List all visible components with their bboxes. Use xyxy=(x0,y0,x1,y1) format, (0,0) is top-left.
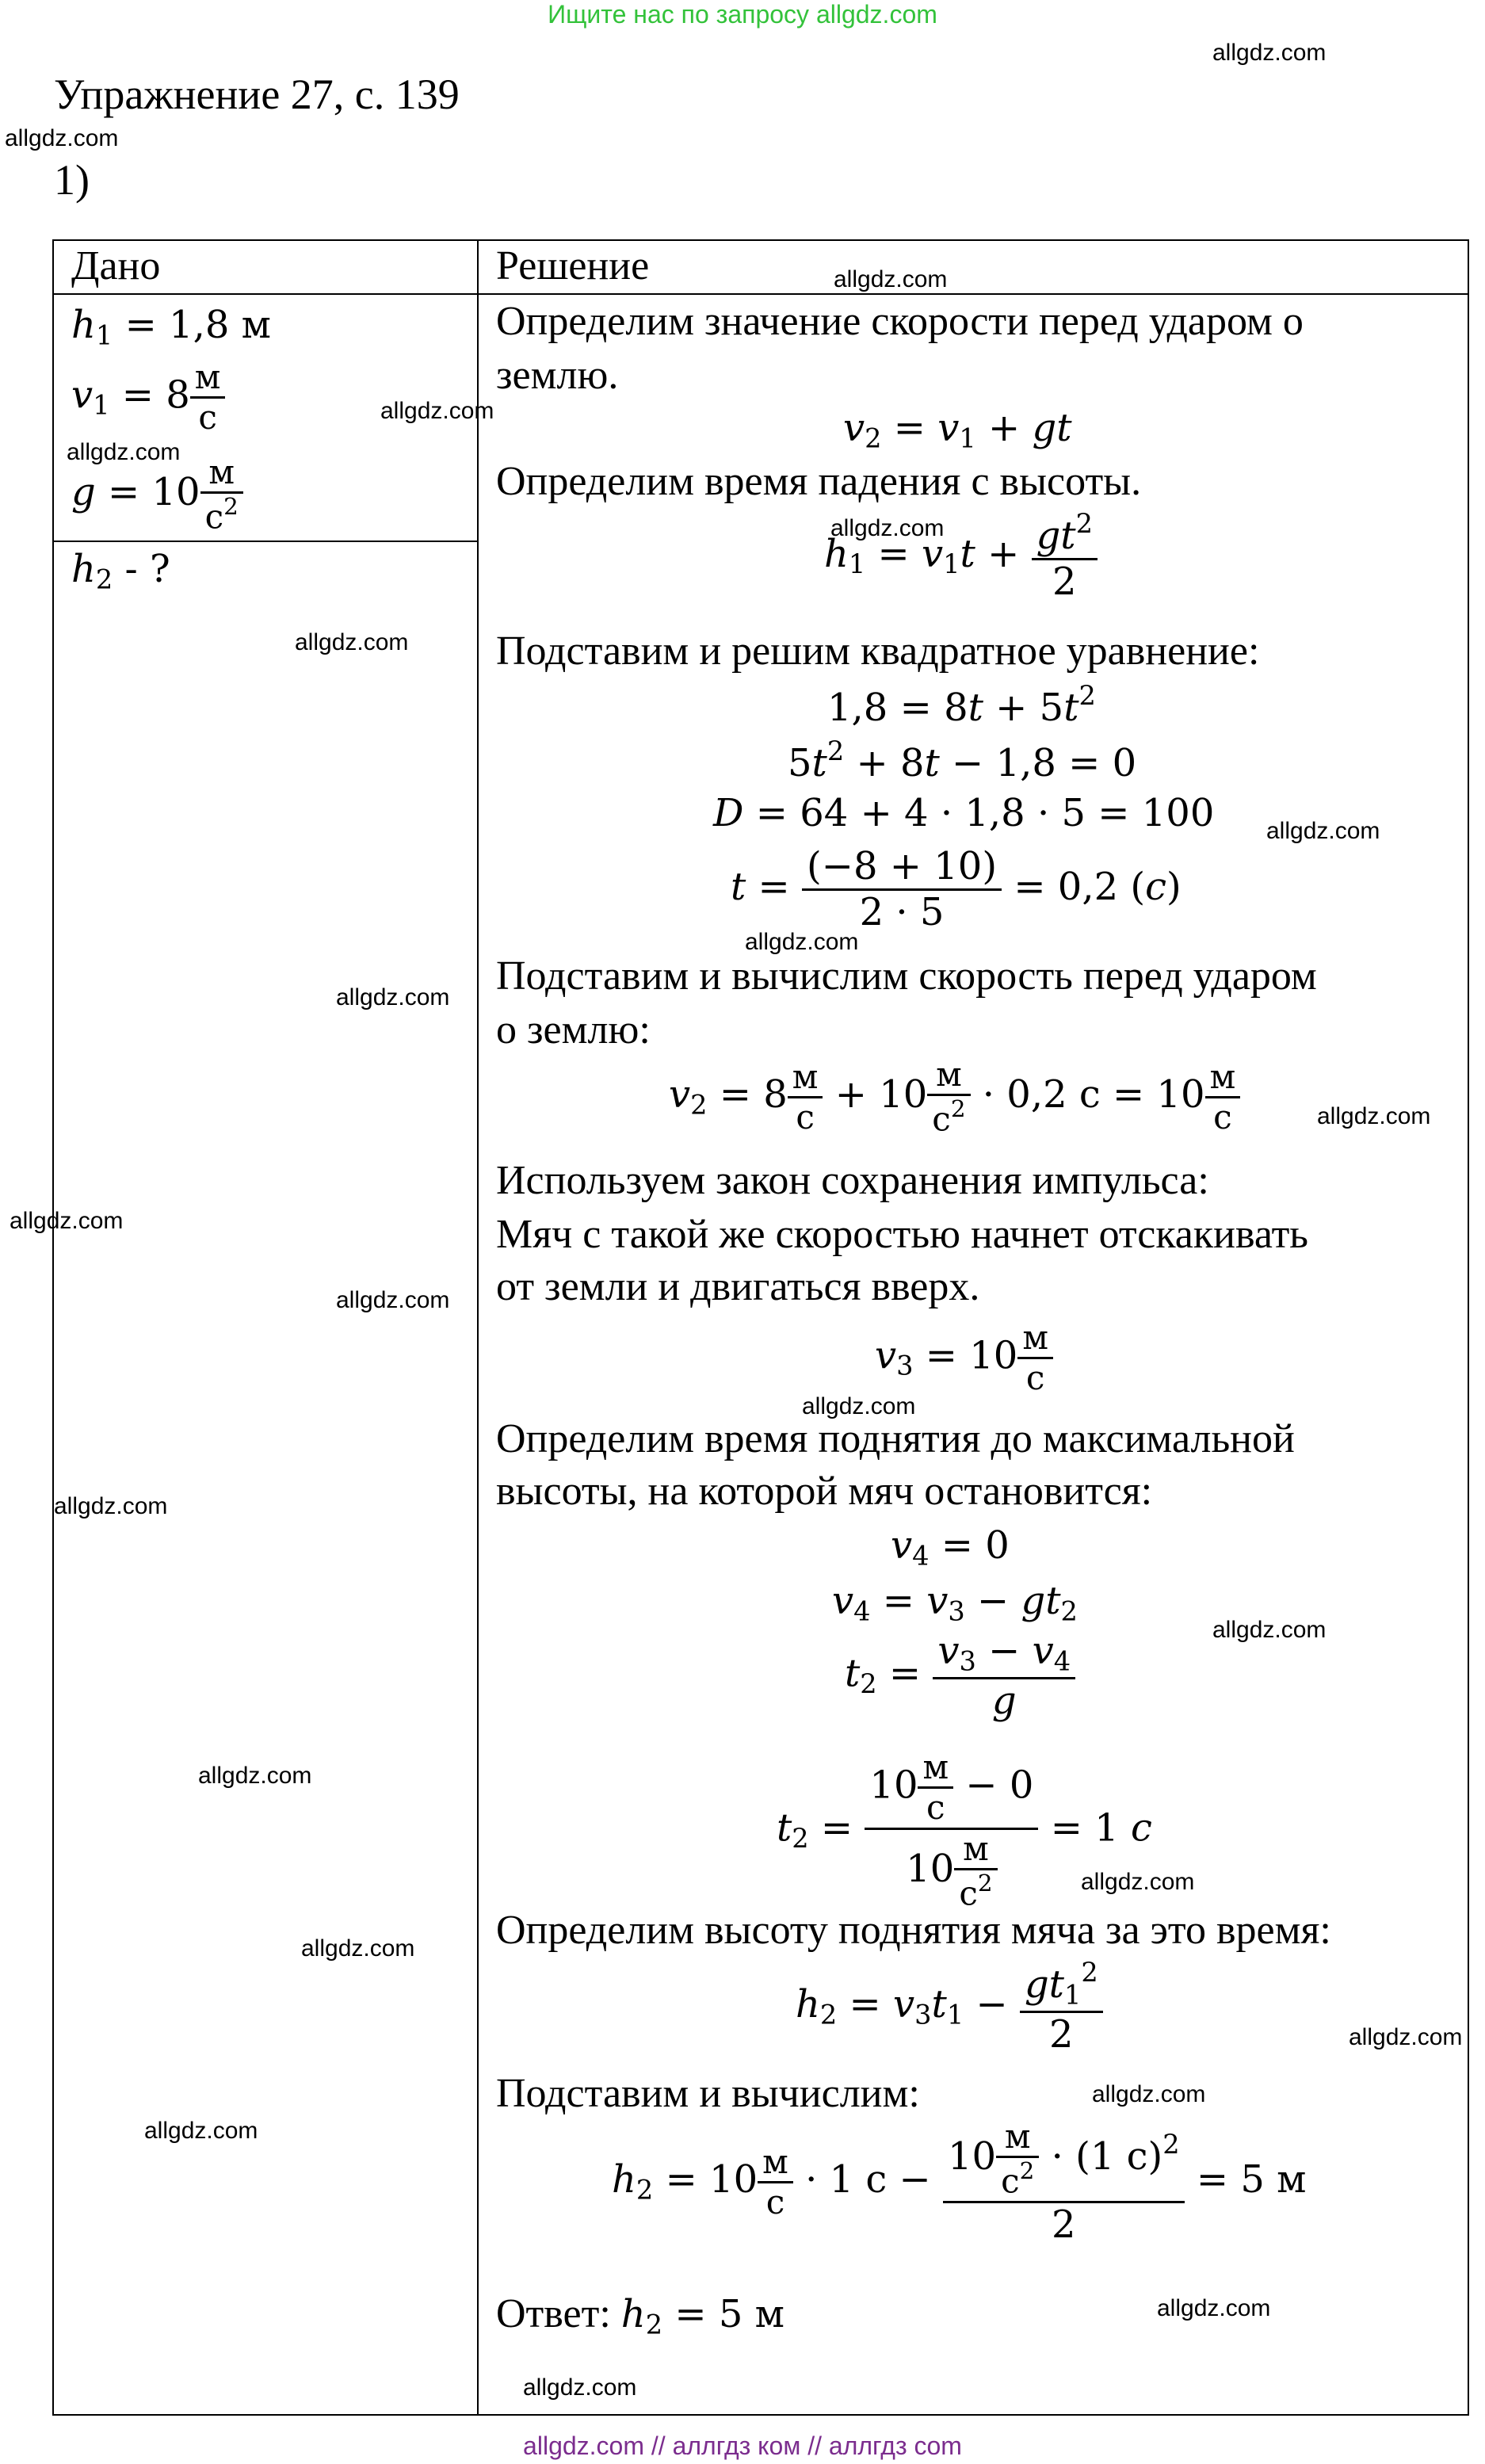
sol-text-9: Подставим и вычислим: xyxy=(496,2071,920,2116)
eq-quad-2: $5t^2 + 8t - 1,8 = 0$ xyxy=(788,735,1137,786)
watermark: allgdz.com xyxy=(295,629,409,655)
watermark: allgdz.com xyxy=(380,398,494,424)
exercise-title: Упражнение 27, с. 139 xyxy=(54,71,460,118)
answer: Ответ: $h_2 = 5$ м xyxy=(496,2291,784,2340)
watermark: allgdz.com xyxy=(198,1763,312,1789)
top-banner: Ищите нас по запросу allgdz.com xyxy=(548,0,937,29)
watermark: allgdz.com xyxy=(523,2374,637,2401)
sol-text-1b: землю. xyxy=(496,353,619,398)
watermark: allgdz.com xyxy=(1081,1869,1195,1895)
watermark: allgdz.com xyxy=(336,984,450,1010)
watermark: allgdz.com xyxy=(834,266,948,292)
eq-v4: $v_4 = v_3 - gt_2$ xyxy=(832,1579,1078,1627)
watermark: allgdz.com xyxy=(1317,1103,1431,1129)
watermark: allgdz.com xyxy=(10,1208,124,1234)
sol-text-4b: о землю: xyxy=(496,1007,651,1052)
eq-v4-zero: $v_4 = 0$ xyxy=(891,1523,1010,1572)
solution-cell xyxy=(478,294,1468,2415)
eq-t2-calc: $t_2$ = 10 $\frac{м}{с}$ − 0 10 $\frac{м}{с^2}$ = 1 c xyxy=(777,1748,1152,1913)
find-h2: $h_2$ - ? xyxy=(71,547,170,595)
watermark: allgdz.com xyxy=(1212,1617,1327,1643)
given-h1: $h_1 = 1,8$ м xyxy=(71,303,271,351)
sol-text-1: Определим значение скорости перед ударом о xyxy=(496,299,1304,344)
eq-v2-calc: $v_2 = 8$ $\frac{м}{с}$ + 10 $\frac{м}{с^2}$ · 0,2 с = 10 $\frac{м}{с}$ xyxy=(669,1056,1240,1139)
find-cell xyxy=(53,541,478,2415)
header-given: Дано xyxy=(53,240,478,294)
watermark: allgdz.com xyxy=(336,1287,450,1313)
eq-v2: $v_2 = v_1$ + gt xyxy=(843,406,1072,454)
sol-text-5: Используем закон сохранения импульса: xyxy=(496,1158,1209,1203)
watermark: allgdz.com xyxy=(830,515,945,541)
watermark: allgdz.com xyxy=(1092,2081,1206,2107)
watermark: allgdz.com xyxy=(1266,818,1380,844)
part-label: 1) xyxy=(54,156,90,204)
sol-text-6b: от земли и двигаться вверх. xyxy=(496,1264,980,1309)
eq-h2-formula: $h_2 = v_3t_1$ − $\frac{gt_1^2}{2}$ xyxy=(796,1958,1103,2057)
watermark: allgdz.com xyxy=(5,125,119,151)
watermark: allgdz.com xyxy=(802,1393,916,1419)
solution-table xyxy=(52,239,1469,2416)
sol-text-2: Определим время падения с высоты. xyxy=(496,459,1142,504)
eq-quad-1: $1,8 = 8t + 5t^2$ xyxy=(827,680,1096,731)
eq-t: t = $\frac{(-8 + 10)}{2 \cdot 5}$ = 0,2 (c) xyxy=(731,844,1182,935)
watermark: allgdz.com xyxy=(1349,2024,1463,2050)
sol-text-6: Мяч с такой же скоростью начнет отскакивать xyxy=(496,1212,1309,1257)
watermark: allgdz.com xyxy=(144,2118,258,2144)
header-solution: Решение xyxy=(478,240,1468,294)
given-g: g = 10 $\frac{м}{с^2}$ xyxy=(71,453,243,537)
eq-v3: $v_3 = 10$ $\frac{м}{с}$ xyxy=(875,1319,1053,1398)
eq-h2-calc: $h_2 = 10$ $\frac{м}{с}$ · 1 с − 10 $\frac{м}{с^2}$ · (1 с)$^2$ 2 = 5 м xyxy=(612,2117,1307,2248)
sol-text-8: Определим высоту поднятия мяча за это время: xyxy=(496,1908,1331,1953)
watermark: allgdz.com xyxy=(301,1935,415,1962)
bottom-banner[interactable]: allgdz.com // аллгдз ком // аллгдз com xyxy=(523,2432,962,2460)
sol-text-7b: высоты, на которой мяч остановится: xyxy=(496,1469,1153,1514)
watermark: allgdz.com xyxy=(745,929,859,955)
sol-text-3: Подставим и решим квадратное уравнение: xyxy=(496,628,1260,674)
watermark: allgdz.com xyxy=(67,439,181,465)
eq-h1: $h_1 = v_1t$ + $\frac{gt^2}{2}$ xyxy=(824,509,1098,605)
watermark: allgdz.com xyxy=(54,1493,168,1519)
watermark: allgdz.com xyxy=(1157,2295,1271,2321)
eq-discriminant: D = 64 + 4 · 1,8 · 5 = 100 xyxy=(713,791,1215,835)
watermark: allgdz.com xyxy=(1212,40,1327,66)
sol-text-4: Подставим и вычислим скорость перед ударом xyxy=(496,953,1317,999)
sol-text-7: Определим время поднятия до максимальной xyxy=(496,1416,1295,1461)
given-v1: $v_1 = 8$ $\frac{м}{с}$ xyxy=(71,358,225,437)
eq-t2-formula: $t_2$ = $\frac{v_3 - v_4}{g}$ xyxy=(845,1629,1075,1723)
